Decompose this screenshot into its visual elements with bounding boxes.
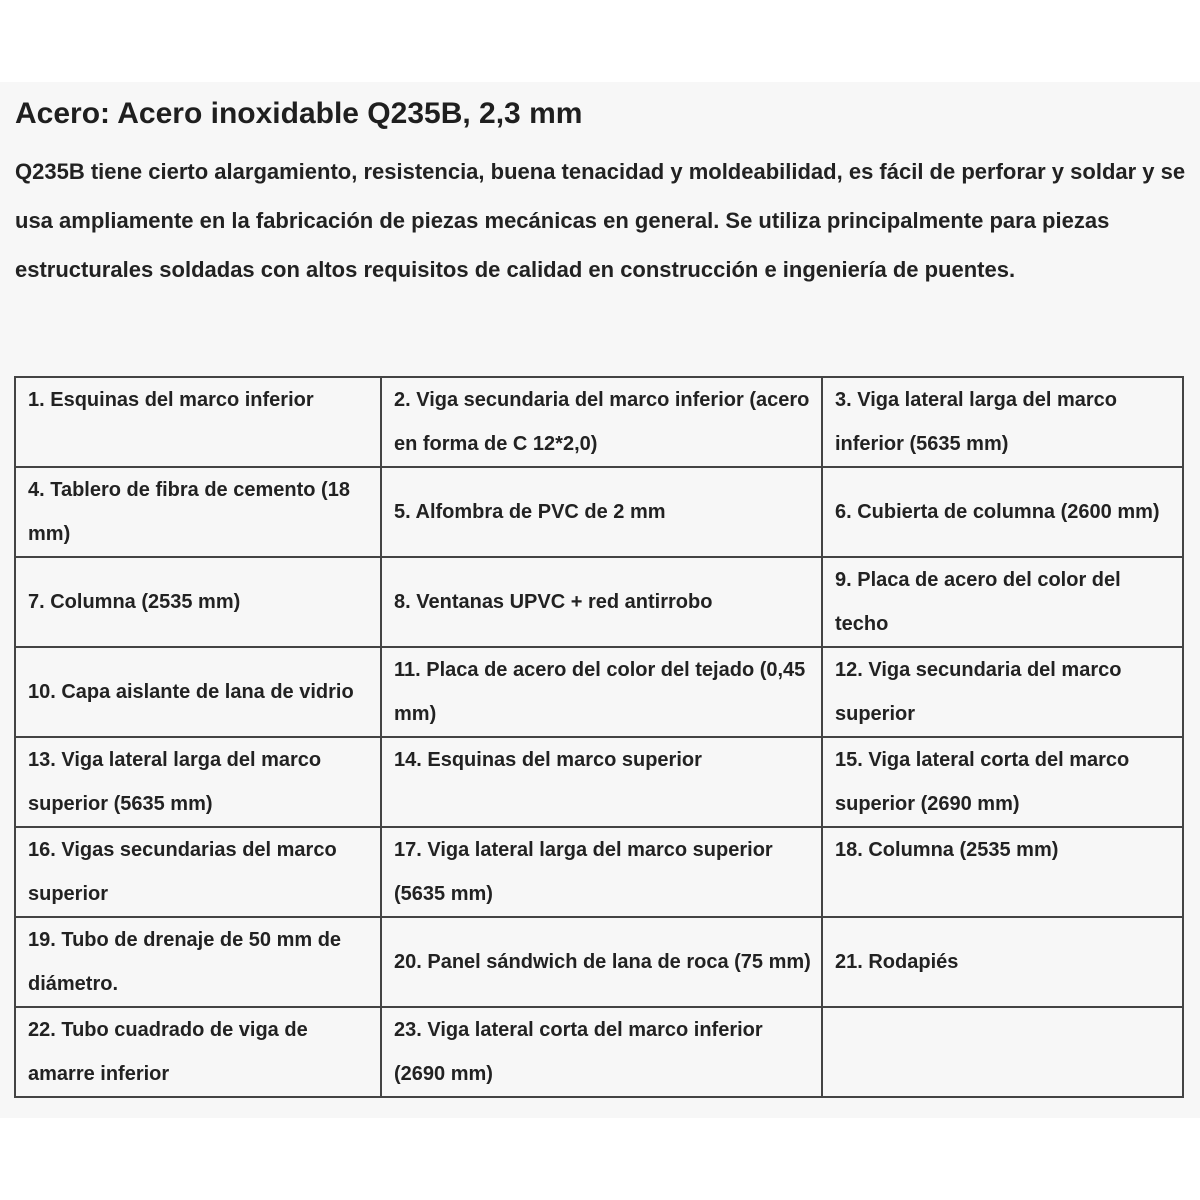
table-row xyxy=(15,917,1183,1007)
table-cell: 20. Panel sándwich de lana de roca (75 mm) xyxy=(381,917,822,1007)
table-cell: 1. Esquinas del marco inferior xyxy=(15,377,381,467)
table-row xyxy=(15,647,1183,737)
table-row xyxy=(15,467,1183,557)
page-heading: Acero: Acero inoxidable Q235B, 2,3 mm xyxy=(15,97,583,130)
table-row xyxy=(15,827,1183,917)
parts-table xyxy=(14,376,1184,1098)
table-cell: 23. Viga lateral corta del marco inferior (2690 mm) xyxy=(381,1007,822,1097)
table-row xyxy=(15,557,1183,647)
table-cell: 12. Viga secundaria del marco superior xyxy=(822,647,1183,737)
table-cell: 17. Viga lateral larga del marco superior (5635 mm) xyxy=(381,827,822,917)
table-cell xyxy=(822,1007,1183,1097)
table-row xyxy=(15,377,1183,467)
table-cell: 3. Viga lateral larga del marco inferior (5635 mm) xyxy=(822,377,1183,467)
table-cell: 14. Esquinas del marco superior xyxy=(381,737,822,827)
table-cell: 15. Viga lateral corta del marco superior (2690 mm) xyxy=(822,737,1183,827)
table-row xyxy=(15,737,1183,827)
table-cell: 19. Tubo de drenaje de 50 mm de diámetro. xyxy=(15,917,381,1007)
table-cell: 2. Viga secundaria del marco inferior (acero en forma de C 12*2,0) xyxy=(381,377,822,467)
table-cell: 21. Rodapiés xyxy=(822,917,1183,1007)
table-cell: 18. Columna (2535 mm) xyxy=(822,827,1183,917)
table-cell: 13. Viga lateral larga del marco superior (5635 mm) xyxy=(15,737,381,827)
table-cell: 9. Placa de acero del color del techo xyxy=(822,557,1183,647)
table-cell: 5. Alfombra de PVC de 2 mm xyxy=(381,467,822,557)
table-cell: 10. Capa aislante de lana de vidrio xyxy=(15,647,381,737)
table-cell: 16. Vigas secundarias del marco superior xyxy=(15,827,381,917)
table-row xyxy=(15,1007,1183,1097)
table-cell: 8. Ventanas UPVC + red antirrobo xyxy=(381,557,822,647)
table-cell: 22. Tubo cuadrado de viga de amarre inferior xyxy=(15,1007,381,1097)
table-cell: 6. Cubierta de columna (2600 mm) xyxy=(822,467,1183,557)
intro-paragraph: Q235B tiene cierto alargamiento, resistencia, buena tenacidad y moldeabilidad, es fácil de perforar y soldar y se usa ampliamente en la fabricación de piezas mecánicas en general. Se utiliza principalmente para piezas estructurales soldadas con altos requisitos de calidad en construcción e ingeniería de puentes. xyxy=(15,159,1186,282)
table-cell: 4. Tablero de fibra de cemento (18 mm) xyxy=(15,467,381,557)
table-cell: 11. Placa de acero del color del tejado (0,45 mm) xyxy=(381,647,822,737)
table-cell: 7. Columna (2535 mm) xyxy=(15,557,381,647)
